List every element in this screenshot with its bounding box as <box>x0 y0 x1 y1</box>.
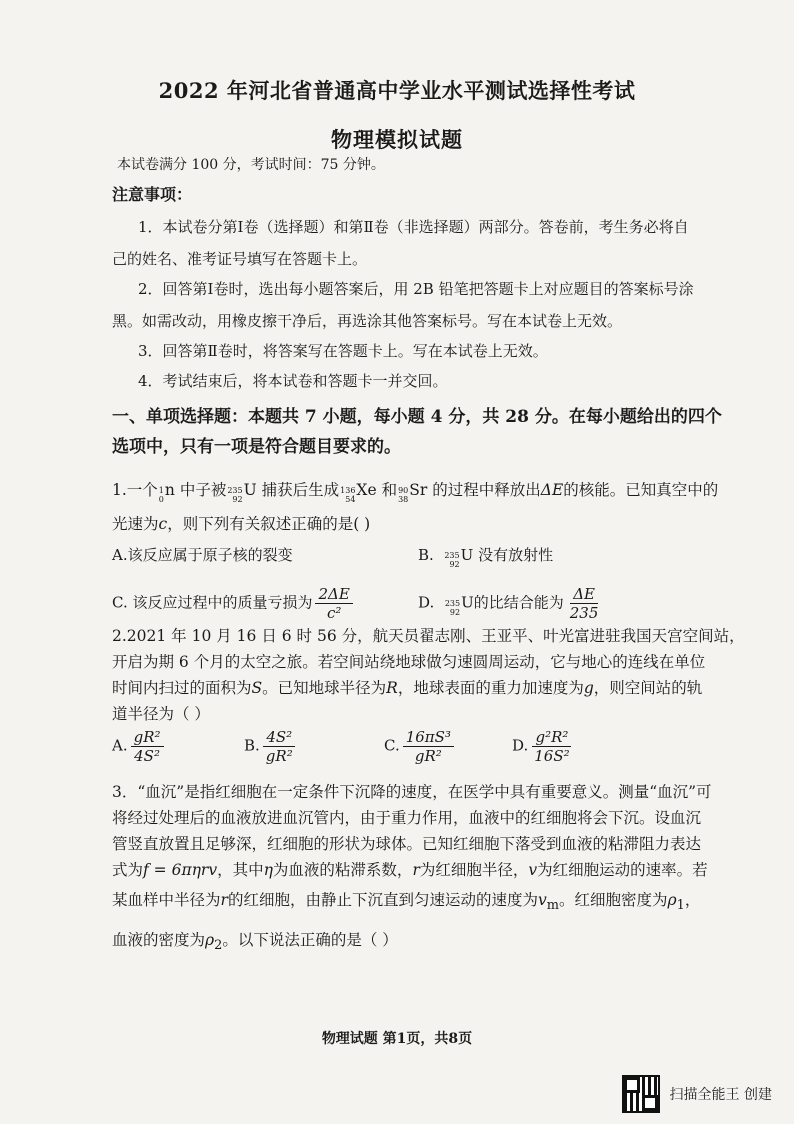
question-2-stem-cont: 时间内扫过的面积为S。已知地球半径为R，地球表面的重力加速度为g，则空间站的轨 <box>112 679 703 697</box>
notice-item-1-cont: 己的姓名、准考证号填写在答题卡上。 <box>112 250 368 268</box>
nuclide-neutron: 1 0 <box>158 486 164 504</box>
section-heading: 一、单项选择题：本题共 7 小题，每小题 4 分，共 28 分。在每小题给出的四个 <box>112 407 722 427</box>
nuclide-uranium: 235 92 <box>227 486 243 504</box>
question-2-option-d: D. $\frac{\text{g²R²}}{\text{16S²}}$ <box>512 728 570 765</box>
question-3-stem-cont: 血液的密度为$\rho_2$。以下说法正确的是（ ） <box>112 931 398 954</box>
question-3-stem: 3．“血沉”是指红细胞在一定条件下沉降的速度，在医学中具有重要意义。测量“血沉”可 <box>112 783 712 801</box>
question-1-option-d: D. 235 92 U的比结合能为 $\frac{\Delta E}{235}$ <box>418 585 604 622</box>
question-1-option-b: B. 235 92 U 没有放射性 <box>418 546 554 569</box>
question-2-option-a: A. $\frac{\text{gR²}}{\text{4S²}}$ <box>112 728 167 765</box>
exam-meta: 本试卷满分 100 分，考试时间：75 分钟。 <box>117 157 385 173</box>
question-2-stem-cont: 开启为期 6 个月的太空之旅。若空间站绕地球做匀速圆周运动，它与地心的连线在单位 <box>112 653 706 671</box>
fraction: $\frac{2\Delta E}{\text{c²}}$ <box>315 585 352 622</box>
question-1-option-c: C. 该反应过程中的质量亏损为 $\frac{2\Delta E}{\text{c²}}$ <box>112 585 356 622</box>
scanner-watermark <box>622 1075 772 1113</box>
exam-title: 2022 年河北省普通高中学业水平测试选择性考试 <box>158 78 636 103</box>
notice-item-3: 3．回答第Ⅱ卷时，将答案写在答题卡上。写在本试卷上无效。 <box>138 342 548 360</box>
question-2-option-b: B. $\frac{\text{4S²}}{\text{gR²}}$ <box>244 728 299 765</box>
nuclide-strontium: 90 38 <box>398 486 409 504</box>
question-1-option-a: A.该反应属于原子核的裂变 <box>112 546 293 564</box>
notice-item-2: 2．回答第Ⅰ卷时，选出每小题答案后，用 2B 铅笔把答题卡上对应题目的答案标号涂 <box>138 280 694 298</box>
question-3-stem-cont: 管竖直放置且足够深，红细胞的形状为球体。已知红细胞下落受到血液的粘滞阻力表达 <box>112 835 702 853</box>
notice-item-1: 1．本试卷分第Ⅰ卷（选择题）和第Ⅱ卷（非选择题）两部分。答卷前，考生务必将自 <box>138 218 689 236</box>
page-footer: 物理试题 第1页，共8页 <box>321 1031 473 1047</box>
notice-item-4: 4．考试结束后，将本试卷和答题卡一并交回。 <box>138 372 448 390</box>
question-3-stem-cont: 将经过处理后的血液放进血沉管内，由于重力作用，血液中的红细胞将会下沉。设血沉 <box>112 809 702 827</box>
fraction: $\frac{\Delta E}{235}$ <box>569 585 599 622</box>
question-3-stem-cont: 某血样中半径为r的红细胞，由静止下沉直到匀速运动的速度为$v_m$。红细胞密度为$\rho_1$， <box>112 891 701 914</box>
exam-subtitle: 物理模拟试题 <box>331 127 463 152</box>
qr-code-icon <box>622 1075 660 1113</box>
section-heading-cont: 选项中，只有一项是符合题目要求的。 <box>112 437 401 457</box>
nuclide-xenon: 136 54 <box>340 486 356 504</box>
question-2-option-c: C. $\frac{\text{16πS³}}{\text{gR²}}$ <box>384 728 457 765</box>
question-3-stem-cont: 式为f = 6πηrv，其中η为血液的粘滞系数，r为红细胞半径，v为红细胞运动的速率。若 <box>112 861 708 879</box>
question-1-stem-cont: 光速为c，则下列有关叙述正确的是( ) <box>112 515 371 533</box>
notice-heading: 注意事项： <box>112 185 193 204</box>
watermark-text: 扫描全能王 创建 <box>669 1087 772 1103</box>
question-2-stem: 2.2021 年 10 月 16 日 6 时 56 分，航天员翟志刚、王亚平、叶光富进驻我国天宫空间站， <box>112 627 745 645</box>
question-1-stem: 1.一个 1 0 n 中子被 235 92 U 捕获后生成 136 54 Xe 和 90 38 Sr 的过程中释放出ΔE的核能。已知真空中的 <box>112 481 719 504</box>
notice-item-2-cont: 黑。如需改动，用橡皮擦干净后，再选涂其他答案标号。写在本试卷上无效。 <box>112 312 623 330</box>
question-2-stem-cont: 道半径为（ ） <box>112 705 210 723</box>
